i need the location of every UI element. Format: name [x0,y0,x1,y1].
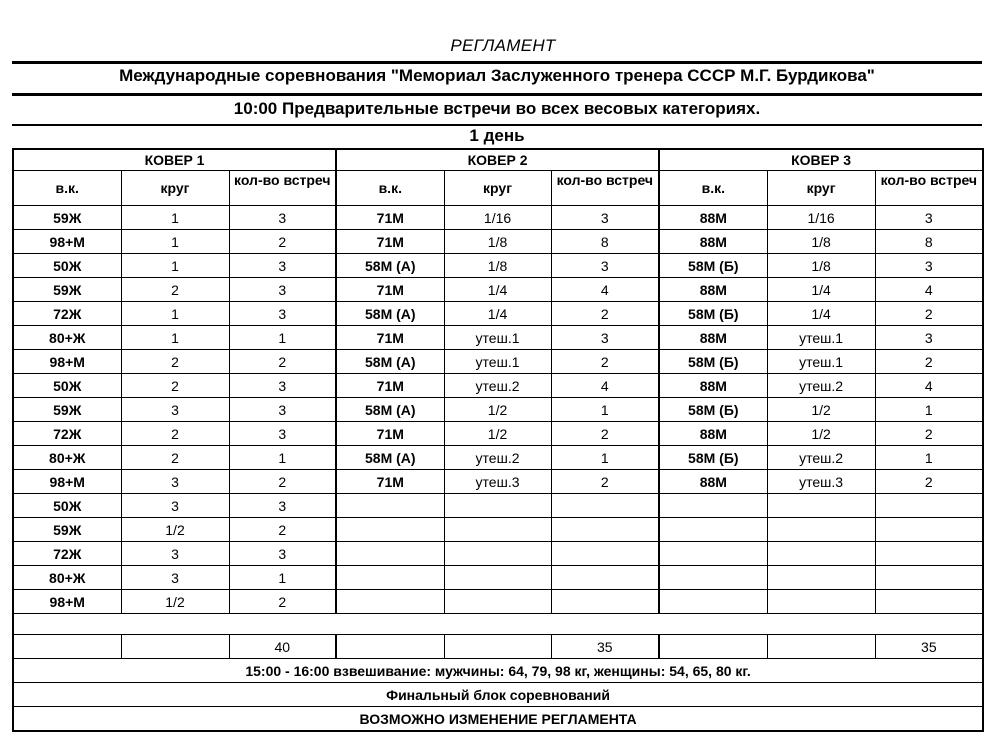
weight-cell: 88М [659,374,767,398]
count-cell: 4 [551,374,659,398]
count-cell: 3 [229,542,336,566]
table-row [13,590,983,614]
table-row [13,446,983,470]
spacer-row [13,614,983,635]
round-cell: 3 [121,542,229,566]
round-cell: утеш.1 [767,326,875,350]
weight-cell: 88М [659,230,767,254]
round-cell: утеш.2 [767,446,875,470]
round-cell: 3 [121,398,229,422]
count-cell [875,518,983,542]
count-cell: 2 [551,350,659,374]
count-cell: 4 [875,374,983,398]
weight-cell: 71М [336,326,444,350]
count-cell: 2 [551,422,659,446]
spacer-cell [13,614,983,635]
round-cell: 3 [121,494,229,518]
count-cell [551,494,659,518]
weight-cell: 71М [336,206,444,230]
round-cell: утеш.1 [444,350,551,374]
table-row [13,278,983,302]
count-cell: 3 [229,374,336,398]
col-count-header: кол-во встреч [875,171,983,206]
round-cell [444,590,551,614]
mat-3-header: КОВЕР 3 [659,149,983,171]
round-cell: утеш.3 [767,470,875,494]
count-cell [551,566,659,590]
table-row [13,422,983,446]
weight-cell: 59Ж [13,398,121,422]
col-count-header: кол-во встреч [551,171,659,206]
count-cell: 1 [551,398,659,422]
table-row [13,470,983,494]
round-cell: 1 [121,206,229,230]
count-cell: 2 [875,350,983,374]
weight-cell: 71М [336,470,444,494]
round-cell: 1/2 [767,422,875,446]
weight-cell: 72Ж [13,422,121,446]
day-label: 1 день [469,126,525,145]
weight-cell [336,494,444,518]
count-cell: 3 [551,326,659,350]
round-cell: утеш.3 [444,470,551,494]
divider [12,93,982,96]
total-count-cell: 40 [229,635,336,659]
final-block-line: Финальный блок соревнований [13,683,983,707]
totals-empty-cell [13,635,121,659]
col-weight-header: в.к. [13,171,121,206]
weight-cell [659,494,767,518]
totals-empty-cell [121,635,229,659]
round-cell: 1/4 [767,302,875,326]
table-row [13,398,983,422]
schedule-body [13,149,983,731]
round-cell: 1/4 [444,278,551,302]
round-cell: 1/2 [444,422,551,446]
weight-cell: 59Ж [13,278,121,302]
table-row [13,206,983,230]
count-cell: 3 [229,302,336,326]
count-cell: 2 [875,422,983,446]
count-cell: 8 [875,230,983,254]
weight-cell: 50Ж [13,374,121,398]
session-line: 10:00 Предварительные встречи во всех весовых категориях. [233,99,761,118]
count-cell [551,590,659,614]
round-cell: 1/2 [121,518,229,542]
count-cell: 2 [551,470,659,494]
count-cell: 2 [229,590,336,614]
totals-empty-cell [659,635,767,659]
col-weight-header: в.к. [336,171,444,206]
weight-cell: 50Ж [13,494,121,518]
count-cell: 3 [875,254,983,278]
round-cell [767,494,875,518]
round-cell: 3 [121,566,229,590]
round-cell: 1 [121,230,229,254]
count-cell: 1 [229,566,336,590]
page-title: РЕГЛАМЕНТ [450,36,556,55]
weight-cell: 72Ж [13,302,121,326]
totals-empty-cell [444,635,551,659]
round-cell: 2 [121,278,229,302]
round-cell: 2 [121,374,229,398]
totals-row [13,635,983,659]
weight-cell: 71М [336,278,444,302]
count-cell: 2 [229,470,336,494]
round-cell: утеш.2 [767,374,875,398]
weight-cell: 88М [659,326,767,350]
weight-cell [336,566,444,590]
weight-cell: 58М (Б) [659,350,767,374]
weight-cell: 71М [336,374,444,398]
count-cell: 1 [551,446,659,470]
weight-cell: 71М [336,230,444,254]
count-cell: 2 [551,302,659,326]
weight-cell: 71М [336,422,444,446]
round-cell: 3 [121,470,229,494]
count-cell: 1 [229,326,336,350]
weight-cell: 58М (А) [336,398,444,422]
weight-cell: 88М [659,206,767,230]
weight-cell [659,566,767,590]
table-row [13,374,983,398]
round-cell: 1/2 [767,398,875,422]
round-cell [767,590,875,614]
count-cell: 3 [551,206,659,230]
weight-cell: 80+Ж [13,566,121,590]
table-row [13,326,983,350]
weight-cell: 58М (Б) [659,302,767,326]
table-row [13,350,983,374]
table-row [13,542,983,566]
col-round-header: круг [444,171,551,206]
mat-header-row [13,149,983,171]
table-row [13,302,983,326]
weight-cell [336,518,444,542]
count-cell: 3 [875,206,983,230]
count-cell [551,518,659,542]
weight-cell [336,590,444,614]
round-cell [767,518,875,542]
round-cell: 1/8 [767,254,875,278]
table-row [13,254,983,278]
total-count-cell: 35 [875,635,983,659]
count-cell: 3 [875,326,983,350]
weight-cell: 98+М [13,590,121,614]
count-cell: 2 [229,350,336,374]
count-cell [551,542,659,566]
divider [12,61,982,64]
count-cell: 3 [229,422,336,446]
round-cell [444,566,551,590]
weight-cell: 88М [659,470,767,494]
weight-cell: 98+М [13,350,121,374]
count-cell: 4 [875,278,983,302]
round-cell: 2 [121,446,229,470]
round-cell: утеш.2 [444,446,551,470]
weight-cell: 98+М [13,230,121,254]
totals-empty-cell [336,635,444,659]
round-cell: 1/2 [121,590,229,614]
round-cell [444,494,551,518]
weight-cell: 58М (Б) [659,398,767,422]
weight-cell: 98+М [13,470,121,494]
weight-cell: 88М [659,278,767,302]
weight-cell: 58М (Б) [659,446,767,470]
count-cell: 1 [229,446,336,470]
weight-cell: 59Ж [13,206,121,230]
count-cell: 2 [229,518,336,542]
round-cell: 1/2 [444,398,551,422]
count-cell [875,542,983,566]
round-cell: 2 [121,422,229,446]
round-cell: утеш.1 [444,326,551,350]
table-row [13,494,983,518]
column-header-row [13,171,983,206]
weigh-in-line: 15:00 - 16:00 взвешивание: мужчины: 64, 79, 98 кг, женщины: 54, 65, 80 кг. [13,659,983,683]
weight-cell: 59Ж [13,518,121,542]
round-cell: 1/8 [444,254,551,278]
weight-cell: 58М (А) [336,350,444,374]
weight-cell: 72Ж [13,542,121,566]
mat-1-header: КОВЕР 1 [13,149,336,171]
round-cell: 1/8 [767,230,875,254]
weight-cell [336,542,444,566]
weight-cell [659,542,767,566]
event-title: Международные соревнования "Мемориал Заслуженного тренера СССР М.Г. Бурдикова" [119,66,875,85]
round-cell: утеш.1 [767,350,875,374]
round-cell: 1 [121,302,229,326]
col-round-header: круг [121,171,229,206]
count-cell: 3 [229,254,336,278]
weight-cell [659,590,767,614]
weight-cell: 58М (А) [336,446,444,470]
round-cell: 1/8 [444,230,551,254]
round-cell: 2 [121,350,229,374]
totals-empty-cell [767,635,875,659]
count-cell: 3 [229,398,336,422]
count-cell: 3 [229,278,336,302]
count-cell: 2 [875,470,983,494]
round-cell: 1 [121,254,229,278]
weight-cell [659,518,767,542]
count-cell [875,494,983,518]
col-weight-header: в.к. [659,171,767,206]
table-row [13,518,983,542]
round-cell [767,566,875,590]
count-cell [875,590,983,614]
round-cell: 1/4 [444,302,551,326]
footer-row [13,707,983,732]
table-row [13,566,983,590]
round-cell: 1/16 [444,206,551,230]
count-cell: 2 [875,302,983,326]
total-count-cell: 35 [551,635,659,659]
schedule-table [12,148,984,732]
round-cell: 1 [121,326,229,350]
count-cell [875,566,983,590]
round-cell [444,542,551,566]
count-cell: 3 [229,206,336,230]
weight-cell: 50Ж [13,254,121,278]
round-cell [767,542,875,566]
mat-2-header: КОВЕР 2 [336,149,659,171]
weight-cell: 80+Ж [13,446,121,470]
weight-cell: 80+Ж [13,326,121,350]
count-cell: 2 [229,230,336,254]
col-round-header: круг [767,171,875,206]
schedule-change-notice: ВОЗМОЖНО ИЗМЕНЕНИЕ РЕГЛАМЕНТА [13,707,983,732]
count-cell: 4 [551,278,659,302]
count-cell: 3 [551,254,659,278]
weight-cell: 58М (А) [336,302,444,326]
round-cell: 1/16 [767,206,875,230]
footer-row [13,659,983,683]
weight-cell: 58М (Б) [659,254,767,278]
weight-cell: 58М (А) [336,254,444,278]
count-cell: 8 [551,230,659,254]
round-cell: 1/4 [767,278,875,302]
table-row [13,230,983,254]
count-cell: 1 [875,446,983,470]
count-cell: 3 [229,494,336,518]
round-cell: утеш.2 [444,374,551,398]
footer-row [13,683,983,707]
weight-cell: 88М [659,422,767,446]
round-cell [444,518,551,542]
col-count-header: кол-во встреч [229,171,336,206]
count-cell: 1 [875,398,983,422]
